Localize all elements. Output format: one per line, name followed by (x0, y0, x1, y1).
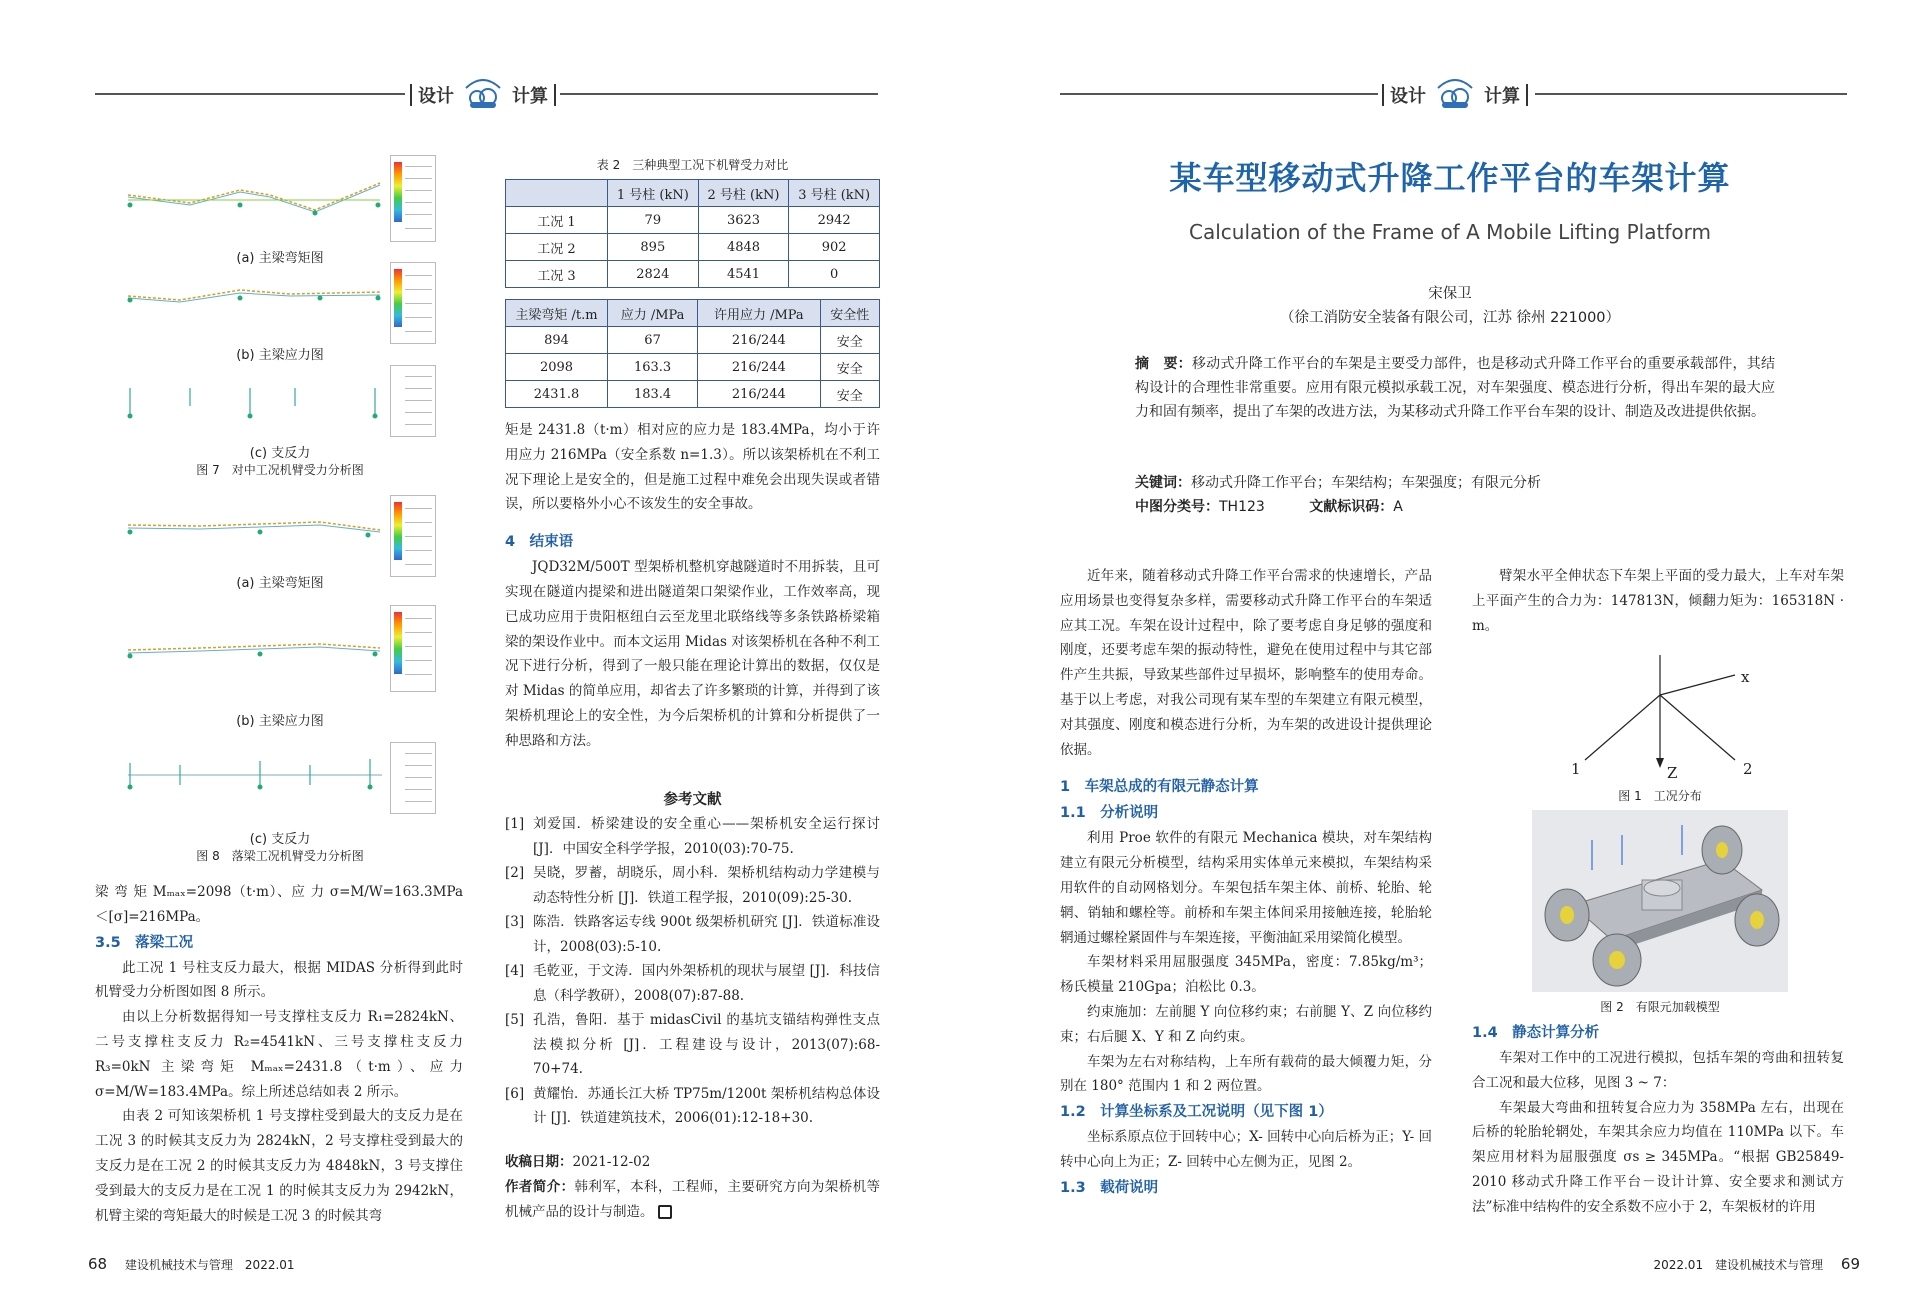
paragraph: 矩是 2431.8（t·m）相对应的应力是 183.4MPa，均小于许用应力 216MPa（安全系数 n=1.3）。所以该架桥机在不利工况下理论上是安全的，但是施工过程中难免会出现失误或者错误，所以要格外小心不该发生的安全事故。 (505, 422, 880, 513)
table-header-cell: 1 号柱 (kN) (608, 180, 699, 207)
table-cell: 895 (608, 234, 699, 261)
table-cell: 2098 (506, 354, 608, 381)
section-heading-3-5: 3.5 落梁工况 (95, 934, 194, 951)
paragraph: 坐标系原点位于回转中心；X- 回转中心向后桥为正；Y- 回转中心向上为正；Z- 回转中心左侧为正，见图 2。 (1060, 1129, 1432, 1170)
table-cell: 2942 (789, 207, 880, 234)
badge-bar (1526, 84, 1528, 106)
journal-name: 建设机械技术与管理 2022.01 (124, 1258, 295, 1272)
clc-value: TH123 (1219, 499, 1265, 515)
table-cell: 216/244 (698, 381, 820, 408)
table-cell: 2431.8 (506, 381, 608, 408)
journal-name: 2022.01 建设机械技术与管理 (1653, 1258, 1824, 1272)
article-title: 某车型移动式升降工作平台的车架计算 (1169, 159, 1731, 197)
table-cell: 工况 2 (506, 234, 608, 261)
header-badge-right (1382, 78, 1528, 112)
table2-stress (505, 299, 880, 408)
table-row (506, 354, 880, 381)
table-header-cell: 安全性 (820, 300, 880, 327)
fig7-sub-a: (a) 主梁弯矩图 (236, 251, 324, 266)
table-cell: 4848 (698, 234, 789, 261)
abstract-label: 摘 要： (1135, 356, 1192, 372)
table-cell: 79 (608, 207, 699, 234)
section-heading-4: 4 结束语 (505, 534, 574, 551)
fig7-caption: 图 7 对中工况机臂受力分析图 (196, 463, 364, 477)
fig8c-legend (390, 742, 436, 814)
table2-caption: 表 2 三种典型工况下机臂受力对比 (596, 158, 789, 172)
keywords (1135, 471, 1775, 495)
fig8-sub-a: (a) 主梁弯矩图 (236, 576, 324, 591)
fig7c-legend (390, 365, 436, 437)
table-header-cell: 应力 /MPa (608, 300, 698, 327)
fig7a-beam-moment-diagram (120, 165, 390, 235)
abstract (1135, 352, 1775, 424)
reference-item: [6] 黄耀怡．苏通长江大桥 TP75m/1200t 架桥机结构总体设计 [J]．铁道建筑技术，2006(01):12-18+30. (505, 1085, 880, 1126)
left-col1-text (95, 880, 463, 1228)
classification (1135, 495, 1775, 519)
author-name: 宋保卫 (1428, 286, 1472, 302)
right-col2-text-top (1472, 564, 1844, 638)
paragraph: 约束施加：左前腿 Y 向位移约束；右前腿 Y、Z 向位移约束；右后腿 X、Y 和 Z 向约束。 (1060, 1003, 1432, 1045)
section-heading-1-2: 1.2 计算坐标系及工况说明（见下图 1） (1060, 1104, 1333, 1121)
right-col2-text-bottom (1472, 1020, 1844, 1220)
header-badge-left (410, 78, 556, 112)
paragraph: 臂架水平全伸状态下车架上平面的受力最大，上车对车架上平面产生的合力为：147813N，倾翻力矩为：165318N · m。 (1472, 568, 1844, 634)
paragraph: 车架为左右对称结构，上车所有载荷的最大倾覆力矩，分别在 180° 范围内 1 和 2 两位置。 (1060, 1053, 1432, 1095)
author-intro: 作者简介：韩利军，本科，工程师，主要研究方向为架桥机等机械产品的设计与制造。 (505, 1179, 881, 1220)
keywords-label: 关键词： (1135, 475, 1191, 491)
table-cell: 安全 (820, 327, 880, 354)
fig2-fe-model-image (1532, 810, 1788, 992)
fig8a-legend (390, 495, 436, 577)
fig7c-reaction-diagram (120, 380, 390, 425)
table-header-row (506, 180, 880, 207)
references-list (505, 812, 880, 1131)
table-cell: 163.3 (608, 354, 698, 381)
fig8-sub-c: (c) 支反力 (249, 832, 311, 847)
fig8c-reaction-diagram (120, 755, 390, 800)
reference-item: [1] 刘爱国．桥梁建设的安全重心——架桥机安全运行探讨 [J]．中国安全科学学报，2010(03):70-75. (505, 816, 880, 857)
table-row (506, 207, 880, 234)
paragraph: 由以上分析数据得知一号支撑柱支反力 R₁=2824kN、二号支撑柱支反力 R₂=4541kN、三号支撑柱支反力 R₃=0kN 主梁弯矩 Mₘₐₓ=2431.8（t·m）、应力 σ=M/W=183.4MPa。综上所述总结如表 2 所示。 (95, 1009, 463, 1100)
table-header-cell: 主梁弯矩 /t.m (506, 300, 608, 327)
paragraph: 梁 弯 矩 Mₘₐₓ=2098（t·m）、应 力 σ=M/W=163.3MPa＜[σ]=216MPa。 (95, 884, 463, 925)
right-footer (1653, 1255, 1860, 1273)
table-cell: 216/244 (698, 327, 820, 354)
table-cell: 902 (789, 234, 880, 261)
table-cell: 工况 1 (506, 207, 608, 234)
table-header-cell: 2 号柱 (kN) (698, 180, 789, 207)
fig8a-beam-moment-diagram (120, 500, 390, 550)
paragraph: 车架材料采用屈服强度 345MPa，密度：7.85kg/m³；杨氏模量 210Gpa；泊松比 0.3。 (1060, 954, 1432, 996)
fig1-caption: 图 1 工况分布 (1618, 789, 1702, 803)
badge-text-calc: 计算 (1484, 86, 1520, 107)
badge-bar (410, 84, 412, 106)
header-rule-left-b (560, 93, 878, 95)
table-header-cell: 3 号柱 (kN) (789, 180, 880, 207)
clc-label: 中图分类号： (1135, 499, 1219, 515)
header-rule-right-a (1060, 93, 1378, 95)
page-number: 69 (1840, 1255, 1860, 1273)
table-cell: 3623 (698, 207, 789, 234)
page-number: 68 (88, 1255, 108, 1273)
fig8-caption: 图 8 落梁工况机臂受力分析图 (196, 849, 364, 863)
header-rule-right-b (1535, 93, 1847, 95)
paragraph: JQD32M/500T 型架桥机整机穿越隧道时不用拆装，且可实现在隧道内提梁和进出隧道架口架梁作业，工作效率高，现已成功应用于贵阳枢纽白云至龙里北联络线等多条铁路桥梁箱梁的架设作业中。而本文运用 Midas 对该架桥机在各种不利工况下进行分析，得到了一般只能在理论计算出的数据，仅仅是对 Midas 的简单应用，却省去了许多繁琐的计算，并得到了该架桥机理论上的安全性，为今后架桥机的计算和分析提供了一种思路和方法。 (505, 559, 880, 749)
paragraph: 近年来，随着移动式升降工作平台需求的快速增长，产品应用场景也变得复杂多样，需要移动式升降工作平台的车架适应其工况。车架在设计过程中，除了要考虑自身足够的强度和刚度，还要考虑车架的振动特性，避免在使用过程中与其它部件产生共振，导致某些部件过早损坏，影响整车的使用寿命。基于以上考虑，对我公司现有某车型的车架建立有限元模型，对其强度、刚度和模态进行分析，为车架的改进设计提供理论依据。 (1060, 568, 1432, 758)
fig8b-legend (390, 605, 436, 692)
table-row (506, 234, 880, 261)
paragraph: 车架最大弯曲和扭转复合应力为 358MPa 左右，出现在后桥的轮胎轮辋处，车架其余应力均值在 110MPa 以下。车架应用材料为屈服强度 σs ≥ 345MPa。“根据 GB25849-2010 移动式升降工作平台－设计计算、安全要求和测试方法”标准中结构件的安全系数不应小于 2，车架板材的许用 (1472, 1099, 1844, 1215)
fig7-sub-c: (c) 支反力 (249, 446, 311, 461)
table-cell: 2824 (608, 261, 699, 288)
received-date: 收稿日期：2021-12-02 (505, 1154, 651, 1170)
fig7b-beam-stress-diagram (120, 268, 390, 318)
section-heading-1-4: 1.4 静态计算分析 (1472, 1025, 1600, 1041)
reference-item: [4] 毛乾亚，于文涛．国内外架桥机的现状与展望 [J]．科技信息（科学教研），2008(07):87-88. (505, 963, 880, 1004)
section-heading-1: 1 车架总成的有限元静态计算 (1060, 779, 1259, 796)
fig1-pos-1: 1 (1571, 760, 1581, 778)
table-header-cell (506, 180, 608, 207)
table-cell: 216/244 (698, 354, 820, 381)
fig2-caption: 图 2 有限元加载模型 (1600, 1000, 1720, 1014)
keywords-text: 移动式升降工作平台；车架结构；车架强度；有限元分析 (1191, 475, 1541, 491)
doc-value: A (1393, 499, 1403, 515)
table-header-cell: 许用应力 /MPa (698, 300, 820, 327)
table-cell: 67 (608, 327, 698, 354)
fig1-load-case-diagram (1545, 650, 1775, 785)
table-header-row (506, 300, 880, 327)
badge-bar (1382, 84, 1384, 106)
affiliation: （徐工消防安全装备有限公司，江苏 徐州 221000） (1279, 310, 1621, 326)
fig8b-beam-stress-diagram (120, 620, 390, 670)
doc-label: 文献标识码： (1309, 499, 1394, 515)
table-cell: 894 (506, 327, 608, 354)
paragraph: 此工况 1 号柱支反力最大，根据 MIDAS 分析得到此时机臂受力分析图如图 8 所示。 (95, 959, 463, 1001)
table-row (506, 381, 880, 408)
table-cell: 0 (789, 261, 880, 288)
table-cell: 183.4 (608, 381, 698, 408)
table-cell: 安全 (820, 354, 880, 381)
fig7a-legend (390, 155, 436, 242)
references-title: 参考文献 (663, 792, 722, 808)
paragraph: 利用 Proe 软件的有限元 Mechanica 模块，对车架结构建立有限元分析模型，结构采用实体单元来模拟，车架结构采用软件的自动网格划分。车架包括车架主体、前桥、轮胎、轮辋、销轴和螺栓等。前桥和车架主体间采用接触连接，轮胎轮辋通过螺栓紧固件与车架连接，平衡油缸采用梁简化模型。 (1060, 830, 1432, 946)
right-col1-text (1060, 564, 1432, 1201)
cloud-gear-icon (460, 78, 506, 112)
fig1-pos-2: 2 (1743, 760, 1753, 778)
section-heading-1-3: 1.3 载荷说明 (1060, 1179, 1159, 1196)
table-cell: 工况 3 (506, 261, 608, 288)
badge-text-calc: 计算 (512, 86, 548, 107)
fig8-sub-b: (b) 主梁应力图 (236, 714, 324, 729)
table-cell: 安全 (820, 381, 880, 408)
abstract-text: 移动式升降工作平台的车架是主要受力部件，也是移动式升降工作平台的重要承载部件，其结构设计的合理性非常重要。应用有限元模拟承载工况，对车架强度、模态进行分析，得出车架的最大应力和固有频率，提出了车架的改进方法，为某移动式升降工作平台车架的设计、制造及改进提供依据。 (1135, 356, 1776, 420)
badge-bar (554, 84, 556, 106)
paragraph: 由表 2 可知该架桥机 1 号支撑柱受到最大的支反力是在工况 3 的时候其支反力为 2824kN，2 号支撑柱受到最大的支反力是在工况 2 的时候其支反力为 4848kN，3 号支撑住受到最大的支反力是在工况 1 的时候其支反力为 2942kN，机臂主梁的弯矩最大的时候是工况 3 的时候其弯 (95, 1108, 463, 1224)
table2-columns (505, 179, 880, 288)
header-rule-left-a (95, 93, 405, 95)
paragraph: 车架对工作中的工况进行模拟，包括车架的弯曲和扭转复合工况和最大位移，见图 3 ~ 7： (1472, 1050, 1844, 1091)
end-mark-icon (658, 1205, 672, 1219)
fig1-axis-z: Z (1667, 764, 1678, 782)
article-title-en: Calculation of the Frame of A Mobile Lifting Platform (1189, 220, 1711, 244)
reference-item: [3] 陈浩．铁路客运专线 900t 级架桥机研究 [J]．铁道标准设计，2008(03):5-10. (505, 914, 880, 955)
table-row (506, 261, 880, 288)
left-col2-text (505, 418, 880, 754)
badge-text-design: 设计 (1390, 86, 1426, 107)
reference-item: [5] 孔浩，鲁阳．基于 midasCivil 的基坑支锚结构弹性支点法模拟分析 [J]．工程建设与设计，2013(07):68-70+74. (505, 1012, 880, 1077)
table-cell: 4541 (698, 261, 789, 288)
reference-item: [2] 吴晓，罗蓄，胡晓乐，周小科．架桥机结构动力学建模与动态特性分析 [J]．铁道工程学报，2010(09):25-30. (505, 865, 880, 906)
table-row (506, 327, 880, 354)
fig7b-legend (390, 262, 436, 344)
section-heading-1-1: 1.1 分析说明 (1060, 805, 1159, 822)
badge-text-design: 设计 (418, 86, 454, 107)
fig1-axis-x: x (1741, 668, 1750, 686)
cloud-gear-icon (1432, 78, 1478, 112)
fig7-sub-b: (b) 主梁应力图 (236, 348, 324, 363)
left-footer (88, 1255, 295, 1273)
